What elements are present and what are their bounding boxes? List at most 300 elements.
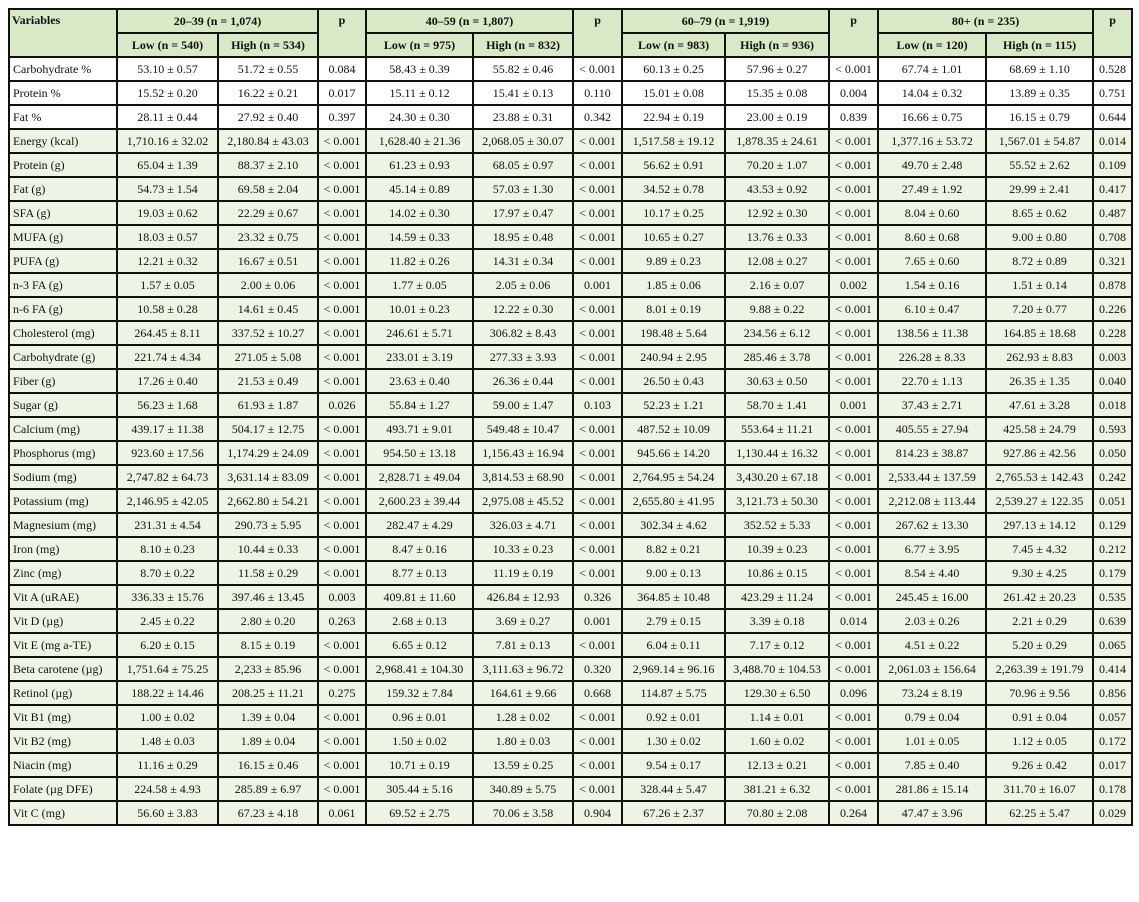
high-value-cell: 164.61 ± 9.66: [473, 681, 573, 705]
p-value-cell: 0.487: [1093, 201, 1132, 225]
low-value-cell: 9.54 ± 0.17: [622, 753, 725, 777]
high-value-cell: 285.46 ± 3.78: [725, 345, 829, 369]
variable-label: Fat %: [9, 105, 117, 129]
low-value-cell: 18.03 ± 0.57: [117, 225, 218, 249]
p-value-cell: < 0.001: [318, 705, 366, 729]
low-value-cell: 28.11 ± 0.44: [117, 105, 218, 129]
low-value-cell: 24.30 ± 0.30: [366, 105, 473, 129]
variable-label: n-3 FA (g): [9, 273, 117, 297]
table-row: [9, 249, 1132, 273]
low-value-cell: 10.58 ± 0.28: [117, 297, 218, 321]
table-row: [9, 801, 1132, 825]
p-value-cell: < 0.001: [829, 729, 878, 753]
variable-label: Iron (mg): [9, 537, 117, 561]
p-value-header: p: [573, 9, 622, 57]
high-value-cell: 262.93 ± 8.83: [986, 345, 1093, 369]
high-value-cell: 29.99 ± 2.41: [986, 177, 1093, 201]
high-value-cell: 1.14 ± 0.01: [725, 705, 829, 729]
p-value-cell: 0.397: [318, 105, 366, 129]
table-row: [9, 297, 1132, 321]
variable-label: Vit D (µg): [9, 609, 117, 633]
high-value-cell: 9.88 ± 0.22: [725, 297, 829, 321]
high-value-cell: 17.97 ± 0.47: [473, 201, 573, 225]
low-value-cell: 8.77 ± 0.13: [366, 561, 473, 585]
low-value-cell: 56.60 ± 3.83: [117, 801, 218, 825]
p-value-cell: < 0.001: [829, 465, 878, 489]
p-value-cell: 0.417: [1093, 177, 1132, 201]
high-value-cell: 16.22 ± 0.21: [218, 81, 318, 105]
p-value-cell: 0.644: [1093, 105, 1132, 129]
high-value-cell: 1.80 ± 0.03: [473, 729, 573, 753]
low-value-cell: 58.43 ± 0.39: [366, 57, 473, 81]
p-value-cell: < 0.001: [573, 561, 622, 585]
variable-label: Vit E (mg a-TE): [9, 633, 117, 657]
p-value-cell: 0.110: [573, 81, 622, 105]
high-value-cell: 14.31 ± 0.34: [473, 249, 573, 273]
low-value-cell: 264.45 ± 8.11: [117, 321, 218, 345]
low-value-cell: 2,146.95 ± 42.05: [117, 489, 218, 513]
low-value-cell: 923.60 ± 17.56: [117, 441, 218, 465]
high-value-cell: 2.80 ± 0.20: [218, 609, 318, 633]
high-value-cell: 2,180.84 ± 43.03: [218, 129, 318, 153]
table-row: [9, 201, 1132, 225]
high-value-cell: 337.52 ± 10.27: [218, 321, 318, 345]
high-value-cell: 1.89 ± 0.04: [218, 729, 318, 753]
p-value-cell: 0.018: [1093, 393, 1132, 417]
p-value-cell: 0.708: [1093, 225, 1132, 249]
high-value-cell: 10.86 ± 0.15: [725, 561, 829, 585]
low-value-cell: 231.31 ± 4.54: [117, 513, 218, 537]
p-value-cell: < 0.001: [318, 201, 366, 225]
p-value-cell: 0.639: [1093, 609, 1132, 633]
table-row: [9, 657, 1132, 681]
p-value-cell: < 0.001: [573, 705, 622, 729]
low-value-cell: 4.51 ± 0.22: [878, 633, 986, 657]
high-value-cell: 70.80 ± 2.08: [725, 801, 829, 825]
variable-label: Folate (µg DFE): [9, 777, 117, 801]
p-value-cell: 0.751: [1093, 81, 1132, 105]
low-value-cell: 9.89 ± 0.23: [622, 249, 725, 273]
high-value-cell: 3.69 ± 0.27: [473, 609, 573, 633]
low-value-cell: 73.24 ± 8.19: [878, 681, 986, 705]
high-value-cell: 23.88 ± 0.31: [473, 105, 573, 129]
variable-label: MUFA (g): [9, 225, 117, 249]
low-value-cell: 14.04 ± 0.32: [878, 81, 986, 105]
high-value-cell: 69.58 ± 2.04: [218, 177, 318, 201]
low-value-cell: 439.17 ± 11.38: [117, 417, 218, 441]
low-value-cell: 2.79 ± 0.15: [622, 609, 725, 633]
p-value-cell: < 0.001: [829, 777, 878, 801]
p-value-cell: 0.320: [573, 657, 622, 681]
p-value-cell: < 0.001: [829, 633, 878, 657]
p-value-cell: 0.228: [1093, 321, 1132, 345]
p-value-cell: < 0.001: [829, 345, 878, 369]
p-value-cell: < 0.001: [318, 225, 366, 249]
table-row: [9, 105, 1132, 129]
p-value-cell: 0.017: [1093, 753, 1132, 777]
p-value-cell: < 0.001: [573, 633, 622, 657]
p-value-cell: < 0.001: [318, 177, 366, 201]
low-group-header: Low (n = 540): [117, 33, 218, 57]
high-value-cell: 9.00 ± 0.80: [986, 225, 1093, 249]
high-value-cell: 297.13 ± 14.12: [986, 513, 1093, 537]
high-value-cell: 10.33 ± 0.23: [473, 537, 573, 561]
p-value-cell: < 0.001: [829, 489, 878, 513]
high-value-cell: 285.89 ± 6.97: [218, 777, 318, 801]
p-value-cell: 0.029: [1093, 801, 1132, 825]
p-value-cell: 0.001: [829, 393, 878, 417]
table-header: [9, 9, 1132, 57]
low-group-header: Low (n = 983): [622, 33, 725, 57]
variable-label: Sodium (mg): [9, 465, 117, 489]
table-row: [9, 177, 1132, 201]
low-value-cell: 138.56 ± 11.38: [878, 321, 986, 345]
high-value-cell: 15.41 ± 0.13: [473, 81, 573, 105]
p-value-cell: < 0.001: [573, 57, 622, 81]
p-value-cell: < 0.001: [829, 705, 878, 729]
table-row: [9, 513, 1132, 537]
high-value-cell: 70.96 ± 9.56: [986, 681, 1093, 705]
p-value-cell: 0.263: [318, 609, 366, 633]
high-value-cell: 59.00 ± 1.47: [473, 393, 573, 417]
variable-label: Vit B2 (mg): [9, 729, 117, 753]
table-row: [9, 609, 1132, 633]
p-value-cell: 0.593: [1093, 417, 1132, 441]
low-value-cell: 245.45 ± 16.00: [878, 585, 986, 609]
p-value-cell: < 0.001: [829, 585, 878, 609]
low-value-cell: 1.50 ± 0.02: [366, 729, 473, 753]
p-value-header: p: [829, 9, 878, 57]
low-value-cell: 67.26 ± 2.37: [622, 801, 725, 825]
high-value-cell: 927.86 ± 42.56: [986, 441, 1093, 465]
low-value-cell: 233.01 ± 3.19: [366, 345, 473, 369]
low-value-cell: 49.70 ± 2.48: [878, 153, 986, 177]
p-value-cell: < 0.001: [318, 273, 366, 297]
high-value-cell: 26.35 ± 1.35: [986, 369, 1093, 393]
p-value-cell: < 0.001: [829, 297, 878, 321]
high-value-cell: 277.33 ± 3.93: [473, 345, 573, 369]
p-value-cell: 0.051: [1093, 489, 1132, 513]
low-value-cell: 8.54 ± 4.40: [878, 561, 986, 585]
high-value-cell: 55.52 ± 2.62: [986, 153, 1093, 177]
low-value-cell: 14.59 ± 0.33: [366, 225, 473, 249]
table-row: [9, 417, 1132, 441]
p-value-cell: 0.050: [1093, 441, 1132, 465]
p-value-cell: < 0.001: [573, 777, 622, 801]
high-value-cell: 381.21 ± 6.32: [725, 777, 829, 801]
p-value-cell: < 0.001: [829, 537, 878, 561]
table-row: [9, 225, 1132, 249]
low-value-cell: 814.23 ± 38.87: [878, 441, 986, 465]
high-value-cell: 1,130.44 ± 16.32: [725, 441, 829, 465]
variable-label: Zinc (mg): [9, 561, 117, 585]
high-value-cell: 14.61 ± 0.45: [218, 297, 318, 321]
p-value-cell: 0.003: [318, 585, 366, 609]
low-value-cell: 53.10 ± 0.57: [117, 57, 218, 81]
high-value-cell: 58.70 ± 1.41: [725, 393, 829, 417]
p-value-cell: < 0.001: [318, 441, 366, 465]
p-value-cell: < 0.001: [829, 369, 878, 393]
p-value-cell: < 0.001: [573, 513, 622, 537]
low-group-header: Low (n = 120): [878, 33, 986, 57]
low-value-cell: 1,628.40 ± 21.36: [366, 129, 473, 153]
high-value-cell: 397.46 ± 13.45: [218, 585, 318, 609]
low-value-cell: 56.23 ± 1.68: [117, 393, 218, 417]
p-value-cell: 0.004: [829, 81, 878, 105]
high-value-cell: 7.81 ± 0.13: [473, 633, 573, 657]
high-group-header: High (n = 936): [725, 33, 829, 57]
low-value-cell: 1,517.58 ± 19.12: [622, 129, 725, 153]
table-row: [9, 489, 1132, 513]
high-value-cell: 311.70 ± 16.07: [986, 777, 1093, 801]
low-value-cell: 23.63 ± 0.40: [366, 369, 473, 393]
high-value-cell: 15.35 ± 0.08: [725, 81, 829, 105]
high-value-cell: 326.03 ± 4.71: [473, 513, 573, 537]
low-value-cell: 405.55 ± 27.94: [878, 417, 986, 441]
high-value-cell: 549.48 ± 10.47: [473, 417, 573, 441]
high-value-cell: 23.32 ± 0.75: [218, 225, 318, 249]
low-value-cell: 56.62 ± 0.91: [622, 153, 725, 177]
p-value-cell: < 0.001: [573, 465, 622, 489]
high-value-cell: 70.20 ± 1.07: [725, 153, 829, 177]
low-value-cell: 1.77 ± 0.05: [366, 273, 473, 297]
table-row: [9, 753, 1132, 777]
p-value-cell: < 0.001: [829, 57, 878, 81]
low-value-cell: 2.68 ± 0.13: [366, 609, 473, 633]
high-value-cell: 55.82 ± 0.46: [473, 57, 573, 81]
p-value-cell: 0.002: [829, 273, 878, 297]
high-value-cell: 9.30 ± 4.25: [986, 561, 1093, 585]
low-value-cell: 22.70 ± 1.13: [878, 369, 986, 393]
high-value-cell: 1,567.01 ± 54.87: [986, 129, 1093, 153]
high-value-cell: 51.72 ± 0.55: [218, 57, 318, 81]
high-value-cell: 10.39 ± 0.23: [725, 537, 829, 561]
high-value-cell: 30.63 ± 0.50: [725, 369, 829, 393]
high-value-cell: 352.52 ± 5.33: [725, 513, 829, 537]
header-row-subgroups: [9, 33, 1132, 57]
low-value-cell: 11.16 ± 0.29: [117, 753, 218, 777]
low-value-cell: 1.30 ± 0.02: [622, 729, 725, 753]
high-value-cell: 67.23 ± 4.18: [218, 801, 318, 825]
low-value-cell: 281.86 ± 15.14: [878, 777, 986, 801]
low-value-cell: 34.52 ± 0.78: [622, 177, 725, 201]
p-value-cell: 0.109: [1093, 153, 1132, 177]
low-value-cell: 0.96 ± 0.01: [366, 705, 473, 729]
table-row: [9, 465, 1132, 489]
low-value-cell: 65.04 ± 1.39: [117, 153, 218, 177]
low-value-cell: 8.10 ± 0.23: [117, 537, 218, 561]
low-value-cell: 15.01 ± 0.08: [622, 81, 725, 105]
variable-label: Retinol (µg): [9, 681, 117, 705]
p-value-cell: < 0.001: [573, 345, 622, 369]
low-value-cell: 69.52 ± 2.75: [366, 801, 473, 825]
low-value-cell: 27.49 ± 1.92: [878, 177, 986, 201]
p-value-cell: 0.856: [1093, 681, 1132, 705]
p-value-cell: 0.040: [1093, 369, 1132, 393]
table-row: [9, 273, 1132, 297]
p-value-cell: 0.264: [829, 801, 878, 825]
low-value-cell: 2.45 ± 0.22: [117, 609, 218, 633]
high-value-cell: 1,878.35 ± 24.61: [725, 129, 829, 153]
p-value-cell: < 0.001: [573, 489, 622, 513]
p-value-cell: < 0.001: [829, 417, 878, 441]
low-value-cell: 8.01 ± 0.19: [622, 297, 725, 321]
low-value-cell: 15.11 ± 0.12: [366, 81, 473, 105]
high-value-cell: 16.15 ± 0.46: [218, 753, 318, 777]
variable-label: Energy (kcal): [9, 129, 117, 153]
low-value-cell: 2,533.44 ± 137.59: [878, 465, 986, 489]
high-value-cell: 2.21 ± 0.29: [986, 609, 1093, 633]
table-row: [9, 345, 1132, 369]
variable-label: Vit B1 (mg): [9, 705, 117, 729]
low-value-cell: 246.61 ± 5.71: [366, 321, 473, 345]
p-value-cell: 0.414: [1093, 657, 1132, 681]
table-row: [9, 585, 1132, 609]
p-value-cell: < 0.001: [573, 129, 622, 153]
variable-label: Sugar (g): [9, 393, 117, 417]
high-value-cell: 8.65 ± 0.62: [986, 201, 1093, 225]
table-row: [9, 561, 1132, 585]
variable-label: Calcium (mg): [9, 417, 117, 441]
high-value-cell: 16.15 ± 0.79: [986, 105, 1093, 129]
low-group-header: Low (n = 975): [366, 33, 473, 57]
p-value-cell: 0.321: [1093, 249, 1132, 273]
high-value-cell: 3.39 ± 0.18: [725, 609, 829, 633]
variable-label: n-6 FA (g): [9, 297, 117, 321]
low-value-cell: 2,968.41 ± 104.30: [366, 657, 473, 681]
high-group-header: High (n = 115): [986, 33, 1093, 57]
p-value-cell: < 0.001: [573, 729, 622, 753]
p-value-cell: 0.096: [829, 681, 878, 705]
p-value-cell: 0.026: [318, 393, 366, 417]
high-value-cell: 2,539.27 ± 122.35: [986, 489, 1093, 513]
high-value-cell: 261.42 ± 20.23: [986, 585, 1093, 609]
high-value-cell: 61.93 ± 1.87: [218, 393, 318, 417]
high-value-cell: 553.64 ± 11.21: [725, 417, 829, 441]
low-value-cell: 8.70 ± 0.22: [117, 561, 218, 585]
p-value-cell: < 0.001: [318, 249, 366, 273]
high-value-cell: 1.39 ± 0.04: [218, 705, 318, 729]
p-value-cell: < 0.001: [573, 417, 622, 441]
p-value-cell: < 0.001: [829, 153, 878, 177]
p-value-header: p: [318, 9, 366, 57]
p-value-cell: 0.001: [573, 273, 622, 297]
p-value-cell: 0.342: [573, 105, 622, 129]
low-value-cell: 6.20 ± 0.15: [117, 633, 218, 657]
high-value-cell: 1.60 ± 0.02: [725, 729, 829, 753]
low-value-cell: 224.58 ± 4.93: [117, 777, 218, 801]
low-value-cell: 9.00 ± 0.13: [622, 561, 725, 585]
table-row: [9, 153, 1132, 177]
high-value-cell: 2,068.05 ± 30.07: [473, 129, 573, 153]
low-value-cell: 67.74 ± 1.01: [878, 57, 986, 81]
low-value-cell: 6.77 ± 3.95: [878, 537, 986, 561]
high-value-cell: 129.30 ± 6.50: [725, 681, 829, 705]
high-value-cell: 3,111.63 ± 96.72: [473, 657, 573, 681]
high-value-cell: 208.25 ± 11.21: [218, 681, 318, 705]
high-value-cell: 5.20 ± 0.29: [986, 633, 1093, 657]
p-value-cell: 0.904: [573, 801, 622, 825]
p-value-cell: < 0.001: [829, 753, 878, 777]
p-value-cell: 0.084: [318, 57, 366, 81]
p-value-cell: < 0.001: [318, 513, 366, 537]
high-value-cell: 340.89 ± 5.75: [473, 777, 573, 801]
table-row: [9, 81, 1132, 105]
low-value-cell: 240.94 ± 2.95: [622, 345, 725, 369]
table-body: [9, 57, 1132, 825]
high-value-cell: 2.16 ± 0.07: [725, 273, 829, 297]
low-value-cell: 15.52 ± 0.20: [117, 81, 218, 105]
p-value-cell: < 0.001: [318, 297, 366, 321]
high-value-cell: 1.51 ± 0.14: [986, 273, 1093, 297]
p-value-cell: < 0.001: [829, 129, 878, 153]
low-value-cell: 45.14 ± 0.89: [366, 177, 473, 201]
high-value-cell: 425.58 ± 24.79: [986, 417, 1093, 441]
high-group-header: High (n = 534): [218, 33, 318, 57]
low-value-cell: 1.48 ± 0.03: [117, 729, 218, 753]
high-value-cell: 68.05 ± 0.97: [473, 153, 573, 177]
p-value-cell: < 0.001: [829, 561, 878, 585]
p-value-cell: < 0.001: [829, 657, 878, 681]
variable-label: Fiber (g): [9, 369, 117, 393]
low-value-cell: 188.22 ± 14.46: [117, 681, 218, 705]
p-value-cell: 0.212: [1093, 537, 1132, 561]
high-value-cell: 7.45 ± 4.32: [986, 537, 1093, 561]
variable-label: Vit A (uRAE): [9, 585, 117, 609]
p-value-cell: < 0.001: [318, 369, 366, 393]
high-value-cell: 10.44 ± 0.33: [218, 537, 318, 561]
low-value-cell: 10.01 ± 0.23: [366, 297, 473, 321]
p-value-cell: 0.017: [318, 81, 366, 105]
high-value-cell: 21.53 ± 0.49: [218, 369, 318, 393]
high-value-cell: 23.00 ± 0.19: [725, 105, 829, 129]
low-value-cell: 11.82 ± 0.26: [366, 249, 473, 273]
low-value-cell: 336.33 ± 15.76: [117, 585, 218, 609]
high-value-cell: 88.37 ± 2.10: [218, 153, 318, 177]
table-row: [9, 129, 1132, 153]
variable-label: Niacin (mg): [9, 753, 117, 777]
variable-label: Fat (g): [9, 177, 117, 201]
high-value-cell: 47.61 ± 3.28: [986, 393, 1093, 417]
low-value-cell: 282.47 ± 4.29: [366, 513, 473, 537]
low-value-cell: 12.21 ± 0.32: [117, 249, 218, 273]
high-value-cell: 12.92 ± 0.30: [725, 201, 829, 225]
low-value-cell: 52.23 ± 1.21: [622, 393, 725, 417]
p-value-cell: 0.878: [1093, 273, 1132, 297]
low-value-cell: 14.02 ± 0.30: [366, 201, 473, 225]
low-value-cell: 1,377.16 ± 53.72: [878, 129, 986, 153]
low-value-cell: 2,600.23 ± 39.44: [366, 489, 473, 513]
high-value-cell: 1,174.29 ± 24.09: [218, 441, 318, 465]
high-value-cell: 164.85 ± 18.68: [986, 321, 1093, 345]
high-value-cell: 1.28 ± 0.02: [473, 705, 573, 729]
p-value-cell: 0.057: [1093, 705, 1132, 729]
low-value-cell: 8.04 ± 0.60: [878, 201, 986, 225]
p-value-cell: < 0.001: [318, 729, 366, 753]
p-value-cell: 0.839: [829, 105, 878, 129]
low-value-cell: 37.43 ± 2.71: [878, 393, 986, 417]
low-value-cell: 6.04 ± 0.11: [622, 633, 725, 657]
table-row: [9, 369, 1132, 393]
p-value-cell: 0.226: [1093, 297, 1132, 321]
low-value-cell: 6.10 ± 0.47: [878, 297, 986, 321]
low-value-cell: 0.79 ± 0.04: [878, 705, 986, 729]
high-value-cell: 7.20 ± 0.77: [986, 297, 1093, 321]
variables-header: Variables: [9, 9, 117, 57]
low-value-cell: 10.65 ± 0.27: [622, 225, 725, 249]
p-value-cell: 0.326: [573, 585, 622, 609]
low-value-cell: 198.48 ± 5.64: [622, 321, 725, 345]
